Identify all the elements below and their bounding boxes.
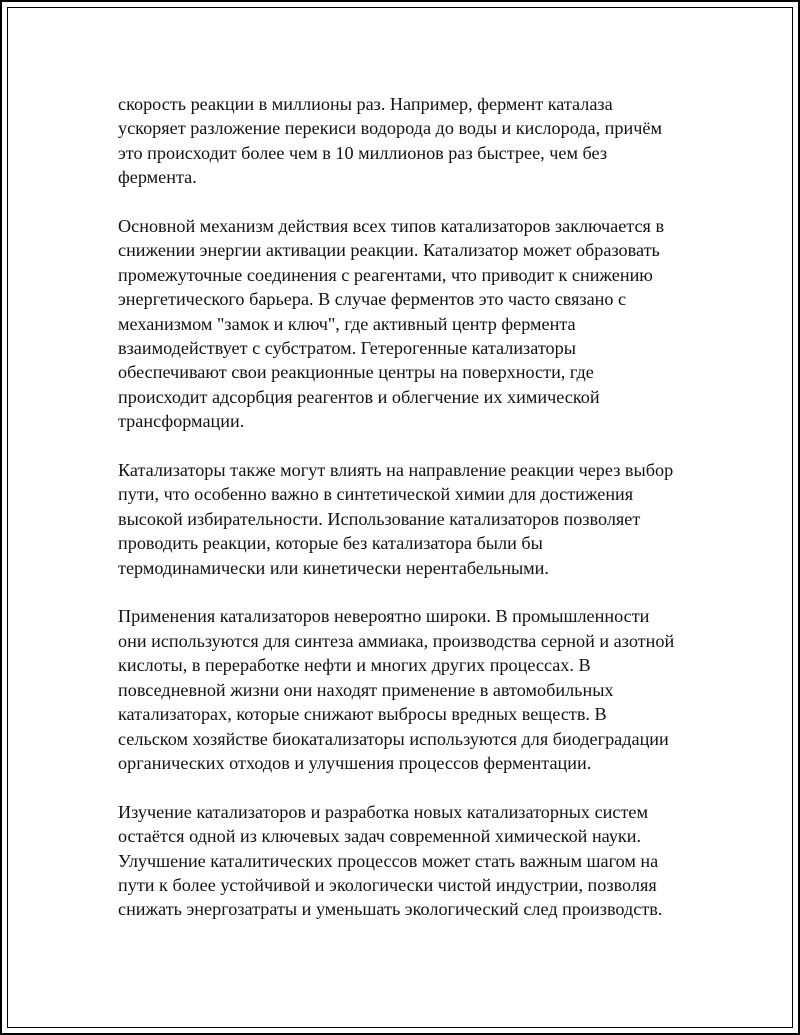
- text-line: пути, что особенно важно в синтетической химии для достижения: [118, 484, 634, 505]
- text-line: органических отходов и улучшения процессов ферментации.: [118, 752, 592, 773]
- text-line: скорость реакции в миллионы раз. Например, фермент каталаза: [118, 94, 613, 114]
- text-line: Основной механизм действия всех типов катализаторов заключается в: [118, 216, 665, 237]
- paragraph-1: [118, 92, 692, 190]
- text-line: промежуточные соединения с реагентами, что приводит к снижению: [118, 264, 653, 285]
- text-line: трансформации.: [118, 411, 245, 432]
- body-text: [118, 92, 692, 946]
- paragraph-5: [118, 800, 692, 922]
- text-line: это происходит более чем в 10 миллионов раз быстрее, чем без: [118, 142, 608, 163]
- text-line: Улучшение каталитических процессов может стать важным шагом на: [118, 850, 659, 871]
- text-line: снижать энергозатраты и уменьшать экологический след производств.: [118, 899, 663, 920]
- text-line: термодинамически или кинетически нерентабельными.: [118, 557, 549, 578]
- text-line: снижении энергии активации реакции. Катализатор может образовать: [118, 240, 660, 261]
- text-line: они используются для синтеза аммиака, производства серной и азотной: [118, 630, 675, 651]
- text-line: механизмом "замок и ключ", где активный центр фермента: [118, 313, 576, 334]
- text-line: Изучение катализаторов и разработка новых катализаторных систем: [118, 801, 648, 822]
- text-line: фермента.: [118, 167, 197, 188]
- text-line: повседневной жизни они находят применение в автомобильных: [118, 679, 614, 700]
- text-line: высокой избирательности. Использование катализаторов позволяет: [118, 508, 641, 529]
- paragraph-4: [118, 604, 692, 775]
- text-line: проводить реакции, которые без катализатора были бы: [118, 533, 543, 554]
- text-line: происходит адсорбция реагентов и облегчение их химической: [118, 386, 600, 407]
- text-line: Катализаторы также могут влиять на направление реакции через выбор: [118, 460, 674, 481]
- text-line: остаётся одной из ключевых задач современной химической науки.: [118, 826, 642, 847]
- text-line: катализаторах, которые снижают выбросы вредных веществ. В: [118, 704, 607, 725]
- text-line: сельском хозяйстве биокатализаторы используются для биодеградации: [118, 728, 669, 749]
- text-line: Применения катализаторов невероятно широки. В промышленности: [118, 606, 650, 627]
- text-line: кислоты, в переработке нефти и многих других процессах. В: [118, 655, 591, 676]
- text-line: энергетического барьера. В случае ферментов это часто связано с: [118, 289, 627, 310]
- text-line: взаимодействует с субстратом. Гетерогенные катализаторы: [118, 338, 576, 359]
- paragraph-2: [118, 214, 692, 434]
- text-line: ускоряет разложение перекиси водорода до воды и кислорода, причём: [118, 118, 662, 139]
- text-line: пути к более устойчивой и экологически чистой индустрии, позволяя: [118, 874, 657, 895]
- paragraph-3: [118, 458, 692, 580]
- text-line: обеспечивают свои реакционные центры на поверхности, где: [118, 362, 594, 383]
